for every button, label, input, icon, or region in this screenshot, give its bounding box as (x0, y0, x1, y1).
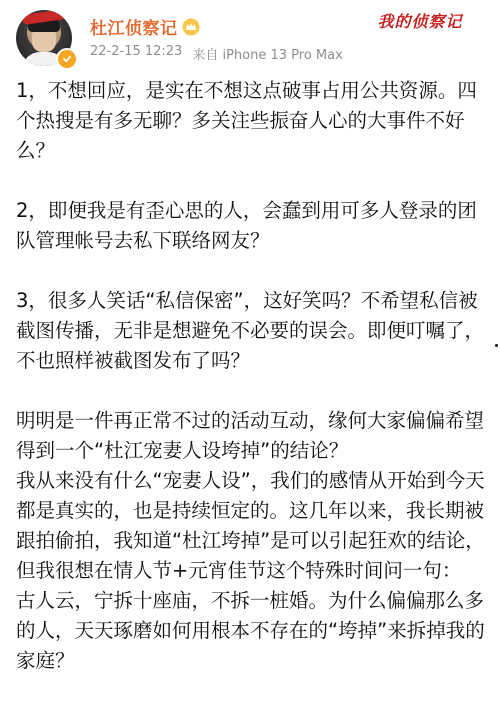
post-meta (90, 44, 343, 63)
post-paragraph: 1，不想回应，是实在不想这点破事占用公共资源。四个热搜是有多无聊？多关注些振奋人心的大事件不好么？ (16, 79, 477, 162)
username[interactable]: 杜江侦察记 (90, 19, 178, 39)
post-paragraph: 3，很多人笑话“私信保密”，这好笑吗？不希望私信被截图传播，无非是想避免不必要的误会。即便叮嘱了，不也照样被截图发布了吗？ (16, 289, 485, 372)
post-body (16, 76, 488, 676)
post-closing-line: 我从来没有什么“宠妻人设”，我们的感情从开始到今天都是真实的，也是持续恒定的。这几年以来，我长期被跟拍偷拍，我知道“杜江垮掉”是可以引起狂欢的结论，但我很想在情人节+元宵佳节这个特殊时间问一句： (16, 469, 485, 582)
crown-icon (182, 18, 200, 36)
post-closing-line: 明明是一件再正常不过的活动互动，缘何大家偏偏希望得到一个“杜江宠妻人设垮掉”的结论？ (16, 409, 485, 462)
username-row[interactable] (90, 14, 200, 39)
post-timestamp: 22-2-15 12:23 (90, 44, 183, 59)
post-source: 来自 iPhone 13 Pro Max (192, 48, 343, 63)
post-paragraph: 2，即便我是有歪心思的人，会蠢到用可多人登录的团队管理帐号去私下联络网友？ (16, 199, 477, 252)
edge-dot (495, 344, 498, 347)
brand-watermark: 我的侦察记 (350, 6, 490, 34)
post-closing-line: 古人云，宁拆十座庙，不拆一桩婚。为什么偏偏那么多的人，天天琢磨如何用根本不存在的“垮掉”来拆掉我的家庭？ (16, 589, 485, 672)
post-header (0, 0, 500, 72)
verified-badge-icon (56, 48, 78, 70)
